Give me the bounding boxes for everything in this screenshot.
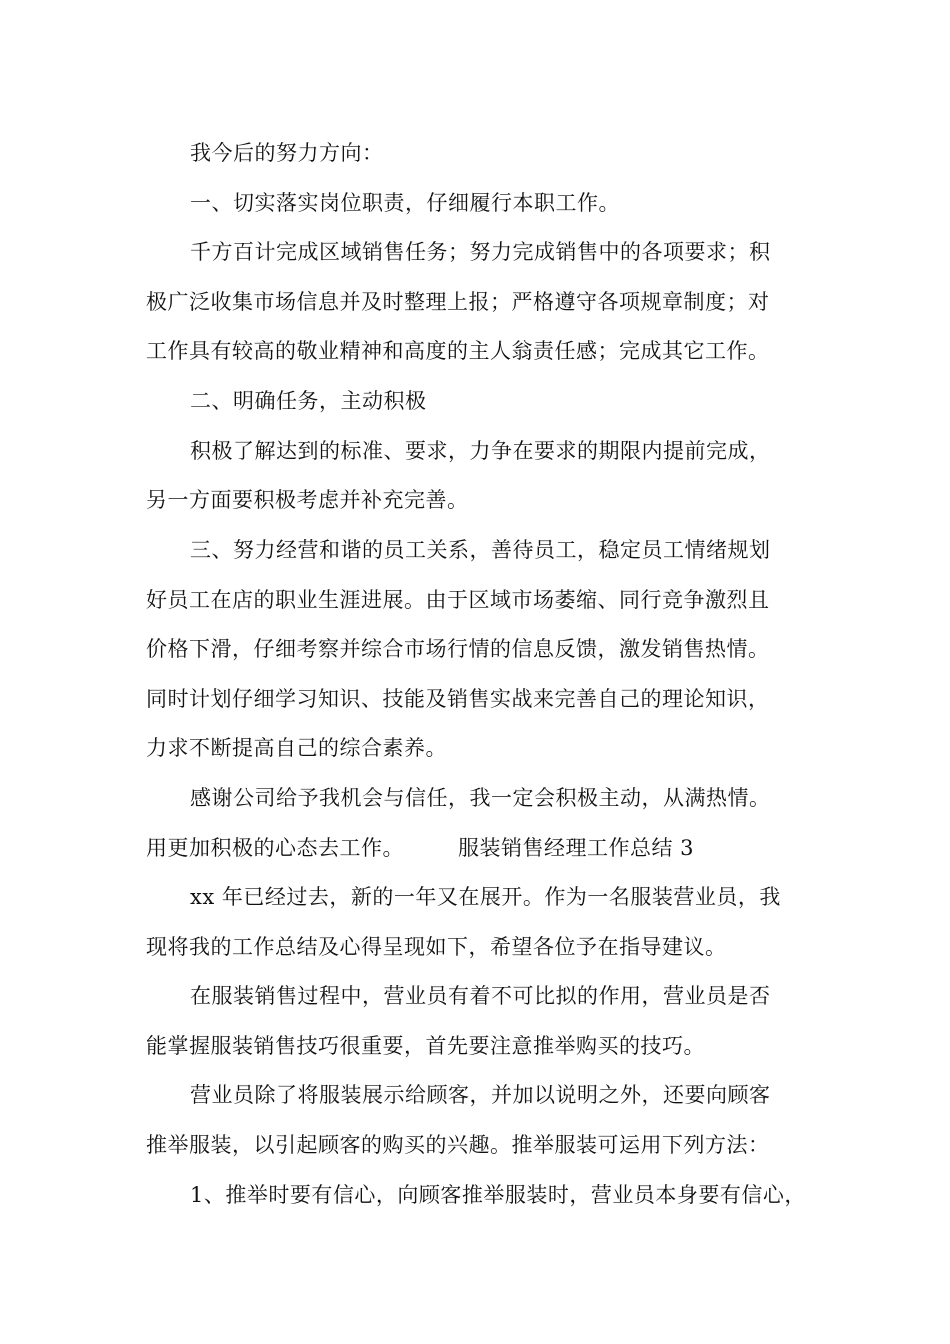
text-line: 在服装销售过程中，营业员有着不可比拟的作用，营业员是否 (190, 984, 771, 1008)
text-line: 积极了解达到的标准、要求，力争在要求的期限内提前完成， (190, 439, 771, 463)
text-line: 能掌握服装销售技巧很重要，首先要注意推举购买的技巧。 (146, 1034, 705, 1058)
text-line: 1、推举时要有信心，向顾客推举服装时，营业员本身要有信心， (190, 1183, 806, 1207)
text-line: 推举服装，以引起顾客的购买的兴趣。推举服装可运用下列方法： (146, 1133, 770, 1157)
text-line: 千方百计完成区域销售任务；努力完成销售中的各项要求；积 (190, 240, 771, 264)
text-line: 价格下滑，仔细考察并综合市场行情的信息反馈，激发销售热情。 (146, 637, 770, 661)
text-line: 现将我的工作总结及心得呈现如下，希望各位予在指导建议。 (146, 935, 727, 959)
text-line: 另一方面要积极考虑并补充完善。 (146, 488, 469, 512)
text-line: 极广泛收集市场信息并及时整理上报；严格遵守各项规章制度；对 (146, 290, 770, 314)
text-line: 力求不断提高自己的综合素养。 (146, 736, 447, 760)
text-line: 工作具有较高的敬业精神和高度的主人翁责任感；完成其它工作。 (146, 339, 770, 363)
text-line: 营业员除了将服装展示给顾客，并加以说明之外，还要向顾客 (190, 1083, 771, 1107)
text-line: 同时计划仔细学习知识、技能及销售实战来完善自己的理论知识， (146, 687, 770, 711)
text-line: xx 年已经过去，新的一年又在展开。作为一名服装营业员，我 (190, 885, 781, 909)
text-line: 三、努力经营和谐的员工关系，善待员工，稳定员工情绪规划 (190, 538, 771, 562)
text-line: 一、切实落实岗位职责，仔细履行本职工作。 (190, 191, 620, 215)
text-line: 二、明确任务，主动积极 (190, 389, 427, 413)
text-line: 用更加积极的心态去工作。 服装销售经理工作总结 3 (146, 836, 695, 860)
text-line: 感谢公司给予我机会与信任，我一定会积极主动，从满热情。 (190, 786, 771, 810)
text-line: 好员工在店的职业生涯进展。由于区域市场萎缩、同行竞争激烈且 (146, 588, 770, 612)
text-line: 我今后的努力方向： (190, 141, 384, 165)
